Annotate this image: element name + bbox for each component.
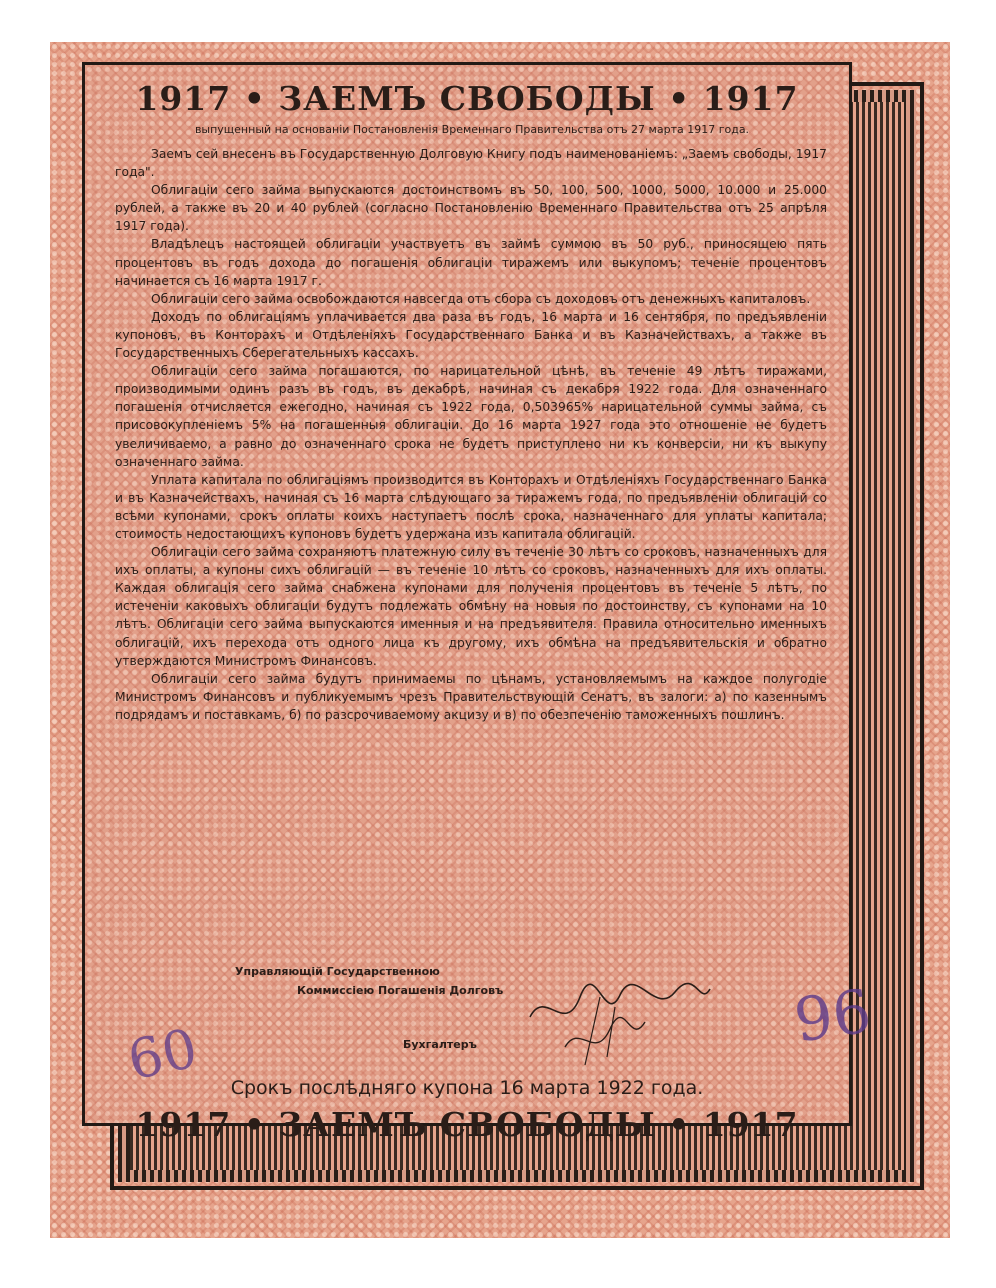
bond-text-panel [82,62,852,1144]
bond-terms [115,145,827,724]
term-paragraph: Доходъ по облигаціямъ уплачивается два раза въ годъ, 16 марта и 16 сентября, по предъявленіи купоновъ, въ Конторахъ и Отдѣленіяхъ Государственнаго Банка и въ Казначействахъ, а также въ Государственныхъ Сберегательныхъ кассахъ. [115,309,827,361]
stamp-left-text: 60 [122,1016,203,1093]
term-paragraph: Владѣлецъ настоящей облигаціи участвуетъ въ займѣ суммою въ 50 руб., приносящею пять процентовъ въ годъ дохода до погашенія облигаціи тиражемъ или выкупомъ; теченіе процентовъ начинается съ 16 марта 1917 г. [115,237,827,288]
purple-stamp-right [788,972,884,1057]
term-paragraph: Облигаціи сего займа погашаются, по нарицательной цѣнѣ, въ теченіе 49 лѣтъ тиражами, производимыми одинъ разъ въ годъ, въ декабрѣ, начиная съ декабря 1922 года. Для означеннаго погашенія отчисляется ежегодно, начиная съ 1922 года, 0,503965% нарицательной суммы займа, съ присовокупленіемъ 5% на погашенныя облигаціи. До 16 марта 1927 года это отношеніе не будетъ увеличиваемо, а равно до означеннаго срока не будетъ приступлено ни къ конверсіи, ни къ выкупу означеннаго займа. [115,364,827,469]
term-paragraph: Облигаціи сего займа сохраняютъ платежную силу въ теченіе 30 лѣтъ со сроковъ, назначенныхъ для ихъ оплаты, а купоны сихъ облигацій — въ теченіе 10 лѣтъ со сроковъ, назначенныхъ для ихъ оплаты. Каждая облигація сего займа снабжена купонами для полученія процентовъ въ теченіе 5 лѣтъ, по истеченіи каковыхъ облигаціи будутъ подлежать обмѣну на новыя по достоинству, съ купонами на 10 лѣтъ. Облигаціи сего займа выпускаются именныя и на предъявителя. Правила относительно именныхъ облигацій, ихъ перехода отъ одного лица къ другому, ихъ обмѣна на предъявительскія и обратно утверждаются Министромъ Финансовъ. [115,545,827,668]
bond-title: 1917 • ЗАЕМЪ СВОБОДЫ • 1917 [135,79,799,118]
purple-stamp-left [122,1016,203,1093]
accountant-label: Бухгалтеръ [403,1038,477,1051]
term-paragraph: Заемъ сей внесенъ въ Государственную Долговую Книгу подъ наименованіемъ: „Заемъ свободы, 1917 года". [115,147,827,180]
term-paragraph: Облигаціи сего займа будутъ принимаемы по цѣнамъ, установляемымъ на каждое полугодіе Министромъ Финансовъ и публикуемымъ чрезъ Правительствующій Сенатъ, въ залоги: а) по казеннымъ подрядамъ и поставкамъ, б) по разсрочиваемому акцизу и в) по обезпеченію таможенныхъ пошлинъ. [115,671,827,722]
term-paragraph: Уплата капитала по облигаціямъ производится въ Конторахъ и Отдѣленіяхъ Государственнаго Банка и въ Казначействахъ, начиная съ 16 марта слѣдующаго за тиражемъ года, по предъявленіи облигацій со всѣми купонами, срокъ оплаты коихъ наступаетъ послѣ срока, назначеннаго для уплаты капитала; стоимость недостающихъ купоновъ будетъ удержана изъ капитала облигацій. [115,472,827,541]
term-paragraph: Облигаціи сего займа освобождаются навсегда отъ сбора съ доходовъ отъ денежныхъ капиталовъ. [151,291,811,306]
manager-title-line1: Управляющій Государственною [235,965,440,978]
signature-scribble-icon [525,977,715,1067]
term-paragraph: Облигаціи сего займа выпускаются достоинствомъ въ 50, 100, 500, 1000, 5000, 10.000 и 25.000 рублей, а также въ 20 и 40 рублей (согласно Постановленію Временнаго Правительства отъ 25 апрѣля 1917 года). [115,183,827,234]
manager-title-line2: Коммиссіею Погашенія Долговъ [297,984,504,997]
bond-footer-title: 1917 • ЗАЕМЪ СВОБОДЫ • 1917 [135,1105,799,1144]
bond-subtitle: выпущенный на основаніи Постановленія Временнаго Правительства отъ 27 марта 1917 года. [194,123,750,136]
last-coupon-line: Срокъ послѣдняго купона 16 марта 1922 года. [230,1077,704,1099]
stamp-right-text: 96 [790,976,876,1057]
